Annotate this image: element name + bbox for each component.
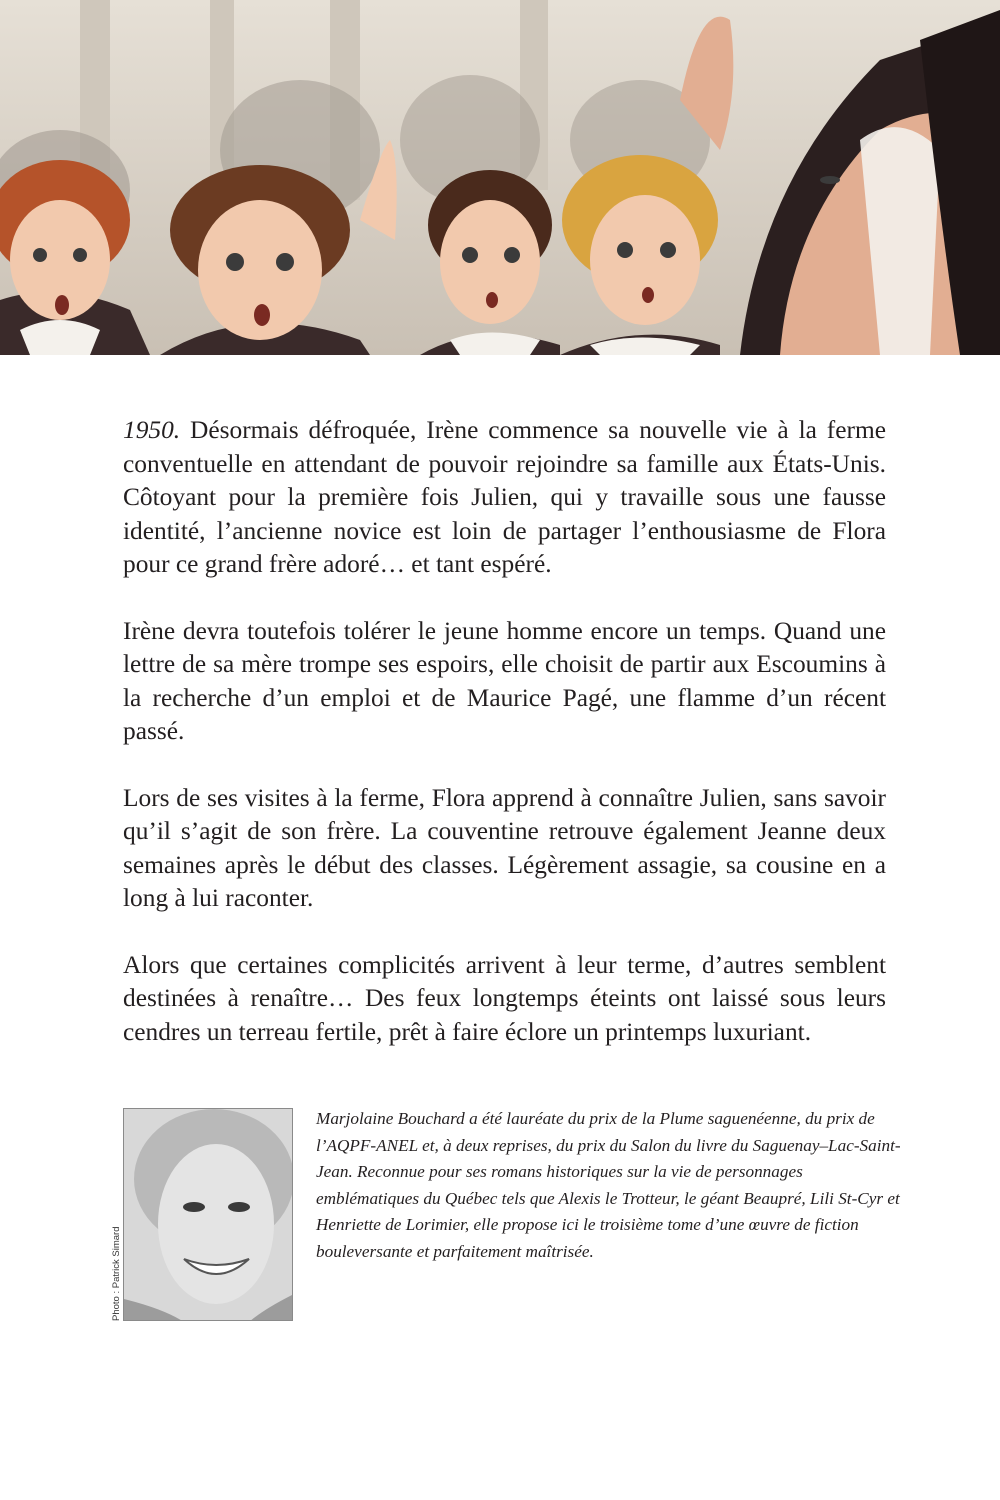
author-photo	[123, 1108, 293, 1321]
author-portrait-icon	[124, 1109, 293, 1321]
blurb-paragraph-4: Alors que certaines complicités arrivent à leur terme, d’autres semblent destinées à renaître… Des feux longtemps éteints ont laissé sous leurs cendres un terreau fertile, prêt à faire éclore un printemps luxuriant.	[123, 950, 886, 1046]
author-bio: Marjolaine Bouchard a été lauréate du prix de la Plume saguenéenne, du prix de l’AQPF-ANEL et, à deux reprises, du prix du Salon du livre du Saguenay–Lac-Saint-Jean. Reconnue pour ses romans historiques sur la vie de personnages emblématiques du Québec tels que Alexis le Trotteur, le géant Beaupré, Lili St-Cyr et Henriette de Lorimier, elle propose ici le troisième tome d’une œuvre de fiction bouleversante et parfaitement maîtrisée.	[316, 1109, 901, 1261]
blurb-paragraph-1-text: Désormais défroquée, Irène commence sa nouvelle vie à la ferme conventuelle en attendant de pouvoir rejoindre sa famille aux États-Unis. Côtoyant pour la première fois Julien, qui y travaille sous une fausse identité, l’ancienne novice est loin de partager l’enthousiasme de Flora pour ce grand frère adoré… et tant espéré.	[123, 416, 886, 578]
back-cover-blurb	[123, 414, 886, 1082]
blurb-paragraph-2: Irène devra toutefois tolérer le jeune homme encore un temps. Quand une lettre de sa mère trompe ses espoirs, elle choisit de partir aux Escoumins à la recherche d’un emploi et de Maurice Pagé, une flamme d’un récent passé.	[123, 616, 886, 745]
cover-illustration	[0, 0, 1000, 355]
blurb-paragraph-3: Lors de ses visites à la ferme, Flora apprend à connaître Julien, sans savoir qu’il s’agit de son frère. La couventine retrouve également Jeanne deux semaines après le début des classes. Légèrement assagie, sa cousine en a long à lui raconter.	[123, 783, 886, 912]
blurb-year: 1950.	[123, 416, 181, 444]
photo-credit: Photo : Patrick Simard	[111, 1226, 122, 1321]
blurb-paragraph-1	[123, 414, 886, 582]
illustration-icon	[0, 0, 1000, 355]
